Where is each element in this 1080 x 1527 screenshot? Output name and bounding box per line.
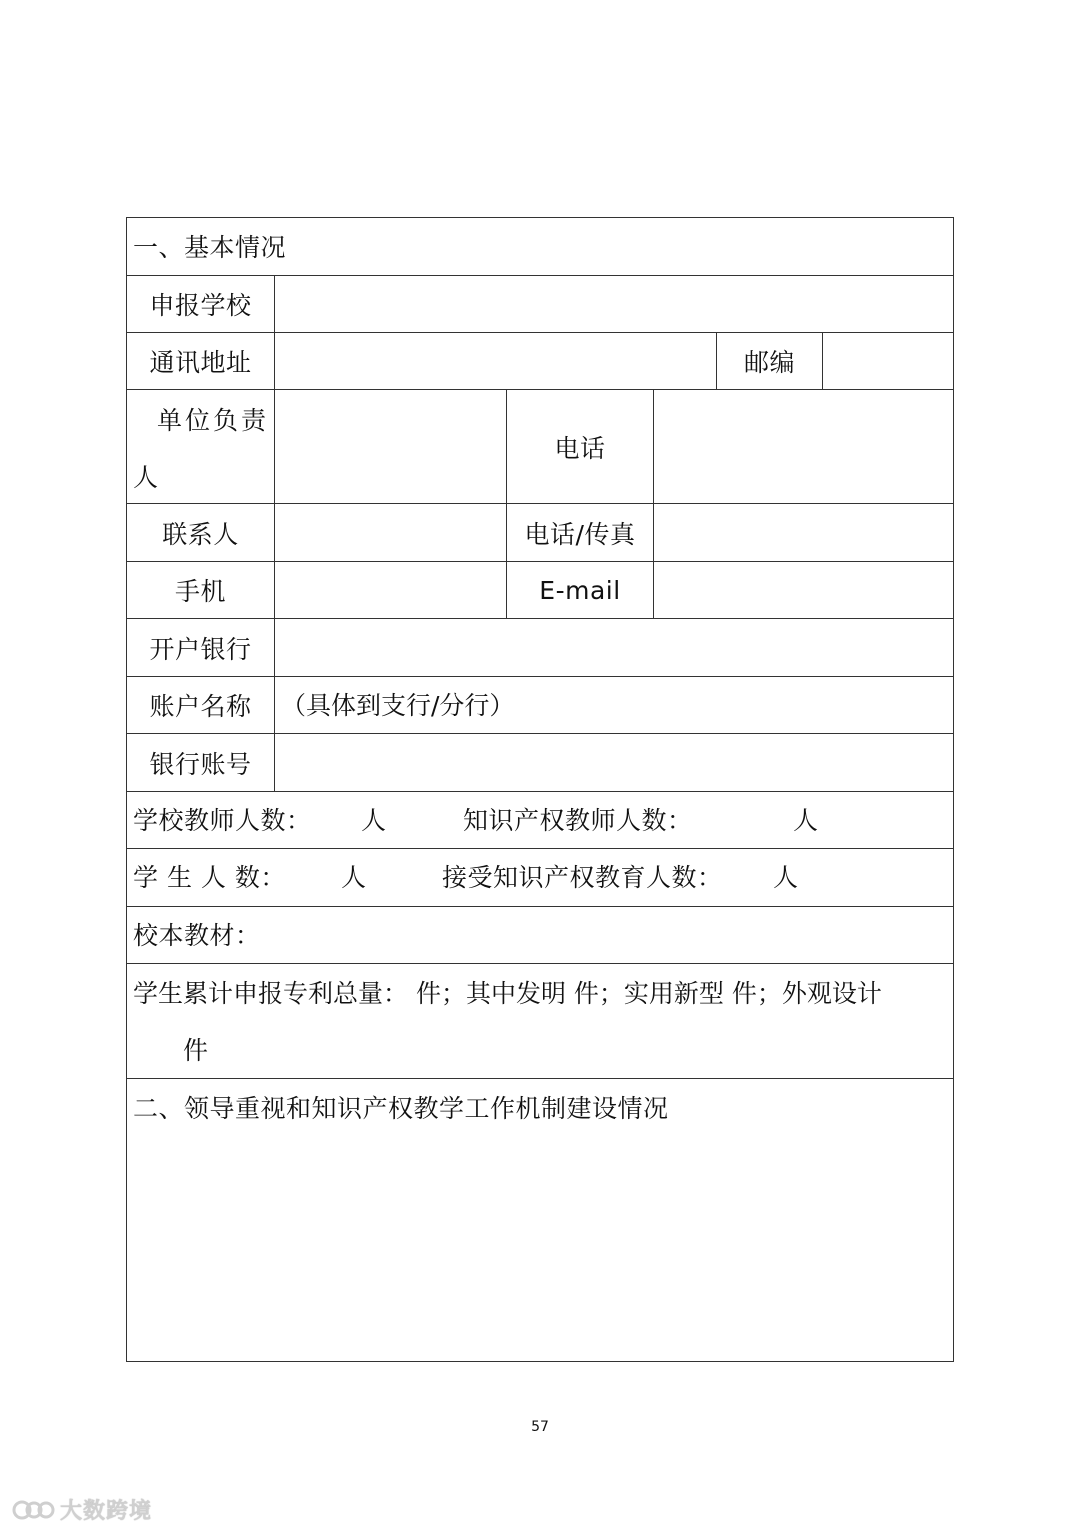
section1-title: 一、基本情况 [133, 233, 287, 262]
teachers-unit: 人 [361, 806, 387, 835]
phone-label: 电话 [554, 433, 606, 463]
account-no-row [127, 734, 953, 792]
address-input-cell[interactable] [275, 333, 717, 389]
school-row [127, 276, 953, 333]
bank-row [127, 619, 953, 677]
students-row [127, 849, 953, 907]
ip-teachers-unit: 人 [793, 806, 819, 835]
head-row [127, 390, 953, 504]
section2-row [127, 1079, 953, 1361]
page-number: 57 [531, 1419, 549, 1435]
email-input-cell[interactable] [654, 562, 953, 618]
patents-line1: 学生累计申报专利总量： 件；其中发明 件；实用新型 件；外观设计 [133, 979, 882, 1008]
school-label-cell [127, 276, 275, 332]
students-unit: 人 [341, 863, 367, 892]
mobile-label-cell [127, 562, 275, 618]
ip-students-label: 接受知识产权教育人数： [442, 863, 723, 892]
watermark-text: 大数跨境 [60, 1499, 153, 1524]
ip-students-unit: 人 [773, 863, 799, 892]
school-label: 申报学校 [149, 291, 252, 320]
postcode-label: 邮编 [743, 348, 795, 377]
account-name-row [127, 677, 953, 734]
account-name-label-cell [127, 677, 275, 733]
school-input-cell[interactable] [275, 276, 953, 332]
textbook-row [127, 907, 953, 964]
contact-label-cell [127, 504, 275, 561]
account-name-label: 账户名称 [149, 692, 252, 721]
teachers-row [127, 792, 953, 849]
head-label-line2: 人 [133, 463, 159, 492]
head-label-line1: 单位负责 [157, 406, 270, 435]
phone-fax-label: 电话/传真 [524, 519, 636, 549]
phone-label-cell [507, 390, 654, 503]
email-label: E-mail [539, 575, 621, 605]
contact-input-cell[interactable] [275, 504, 507, 561]
address-label: 通讯地址 [149, 348, 252, 377]
section1-row [127, 218, 953, 276]
account-no-input-cell[interactable] [275, 734, 953, 791]
teachers-count-label: 学校教师人数： [133, 806, 312, 835]
bank-input-cell[interactable] [275, 619, 953, 676]
phone-fax-label-cell [507, 504, 654, 561]
bank-label: 开户银行 [149, 634, 252, 664]
account-no-label-cell [127, 734, 275, 791]
mobile-label: 手机 [174, 577, 226, 606]
textbook-label: 校本教材： [133, 921, 261, 950]
mobile-row [127, 562, 953, 619]
head-label-cell [127, 390, 275, 503]
address-row [127, 333, 953, 390]
mobile-input-cell[interactable] [275, 562, 507, 618]
patents-line2: 件 [183, 1036, 209, 1065]
watermark-logo-icon [12, 1499, 56, 1521]
section2-title: 二、领导重视和知识产权教学工作机制建设情况 [133, 1094, 669, 1123]
account-no-label: 银行账号 [149, 749, 252, 779]
contact-label: 联系人 [162, 519, 239, 549]
account-name-hint: （具体到支行/分行） [281, 691, 515, 720]
patents-row [127, 964, 953, 1079]
email-label-cell [507, 562, 654, 618]
ip-teachers-label: 知识产权教师人数： [463, 806, 693, 835]
watermark [12, 1494, 152, 1525]
postcode-label-cell [717, 333, 823, 389]
account-name-input-cell[interactable] [275, 677, 953, 733]
bank-label-cell [127, 619, 275, 676]
phone-fax-input-cell[interactable] [654, 504, 953, 561]
postcode-input-cell[interactable] [823, 333, 953, 389]
application-form-table [126, 217, 954, 1362]
address-label-cell [127, 333, 275, 389]
students-count-label: 学 生 人 数： [133, 863, 286, 892]
phone-input-cell[interactable] [654, 390, 953, 503]
contact-row [127, 504, 953, 562]
head-input-cell[interactable] [275, 390, 507, 503]
